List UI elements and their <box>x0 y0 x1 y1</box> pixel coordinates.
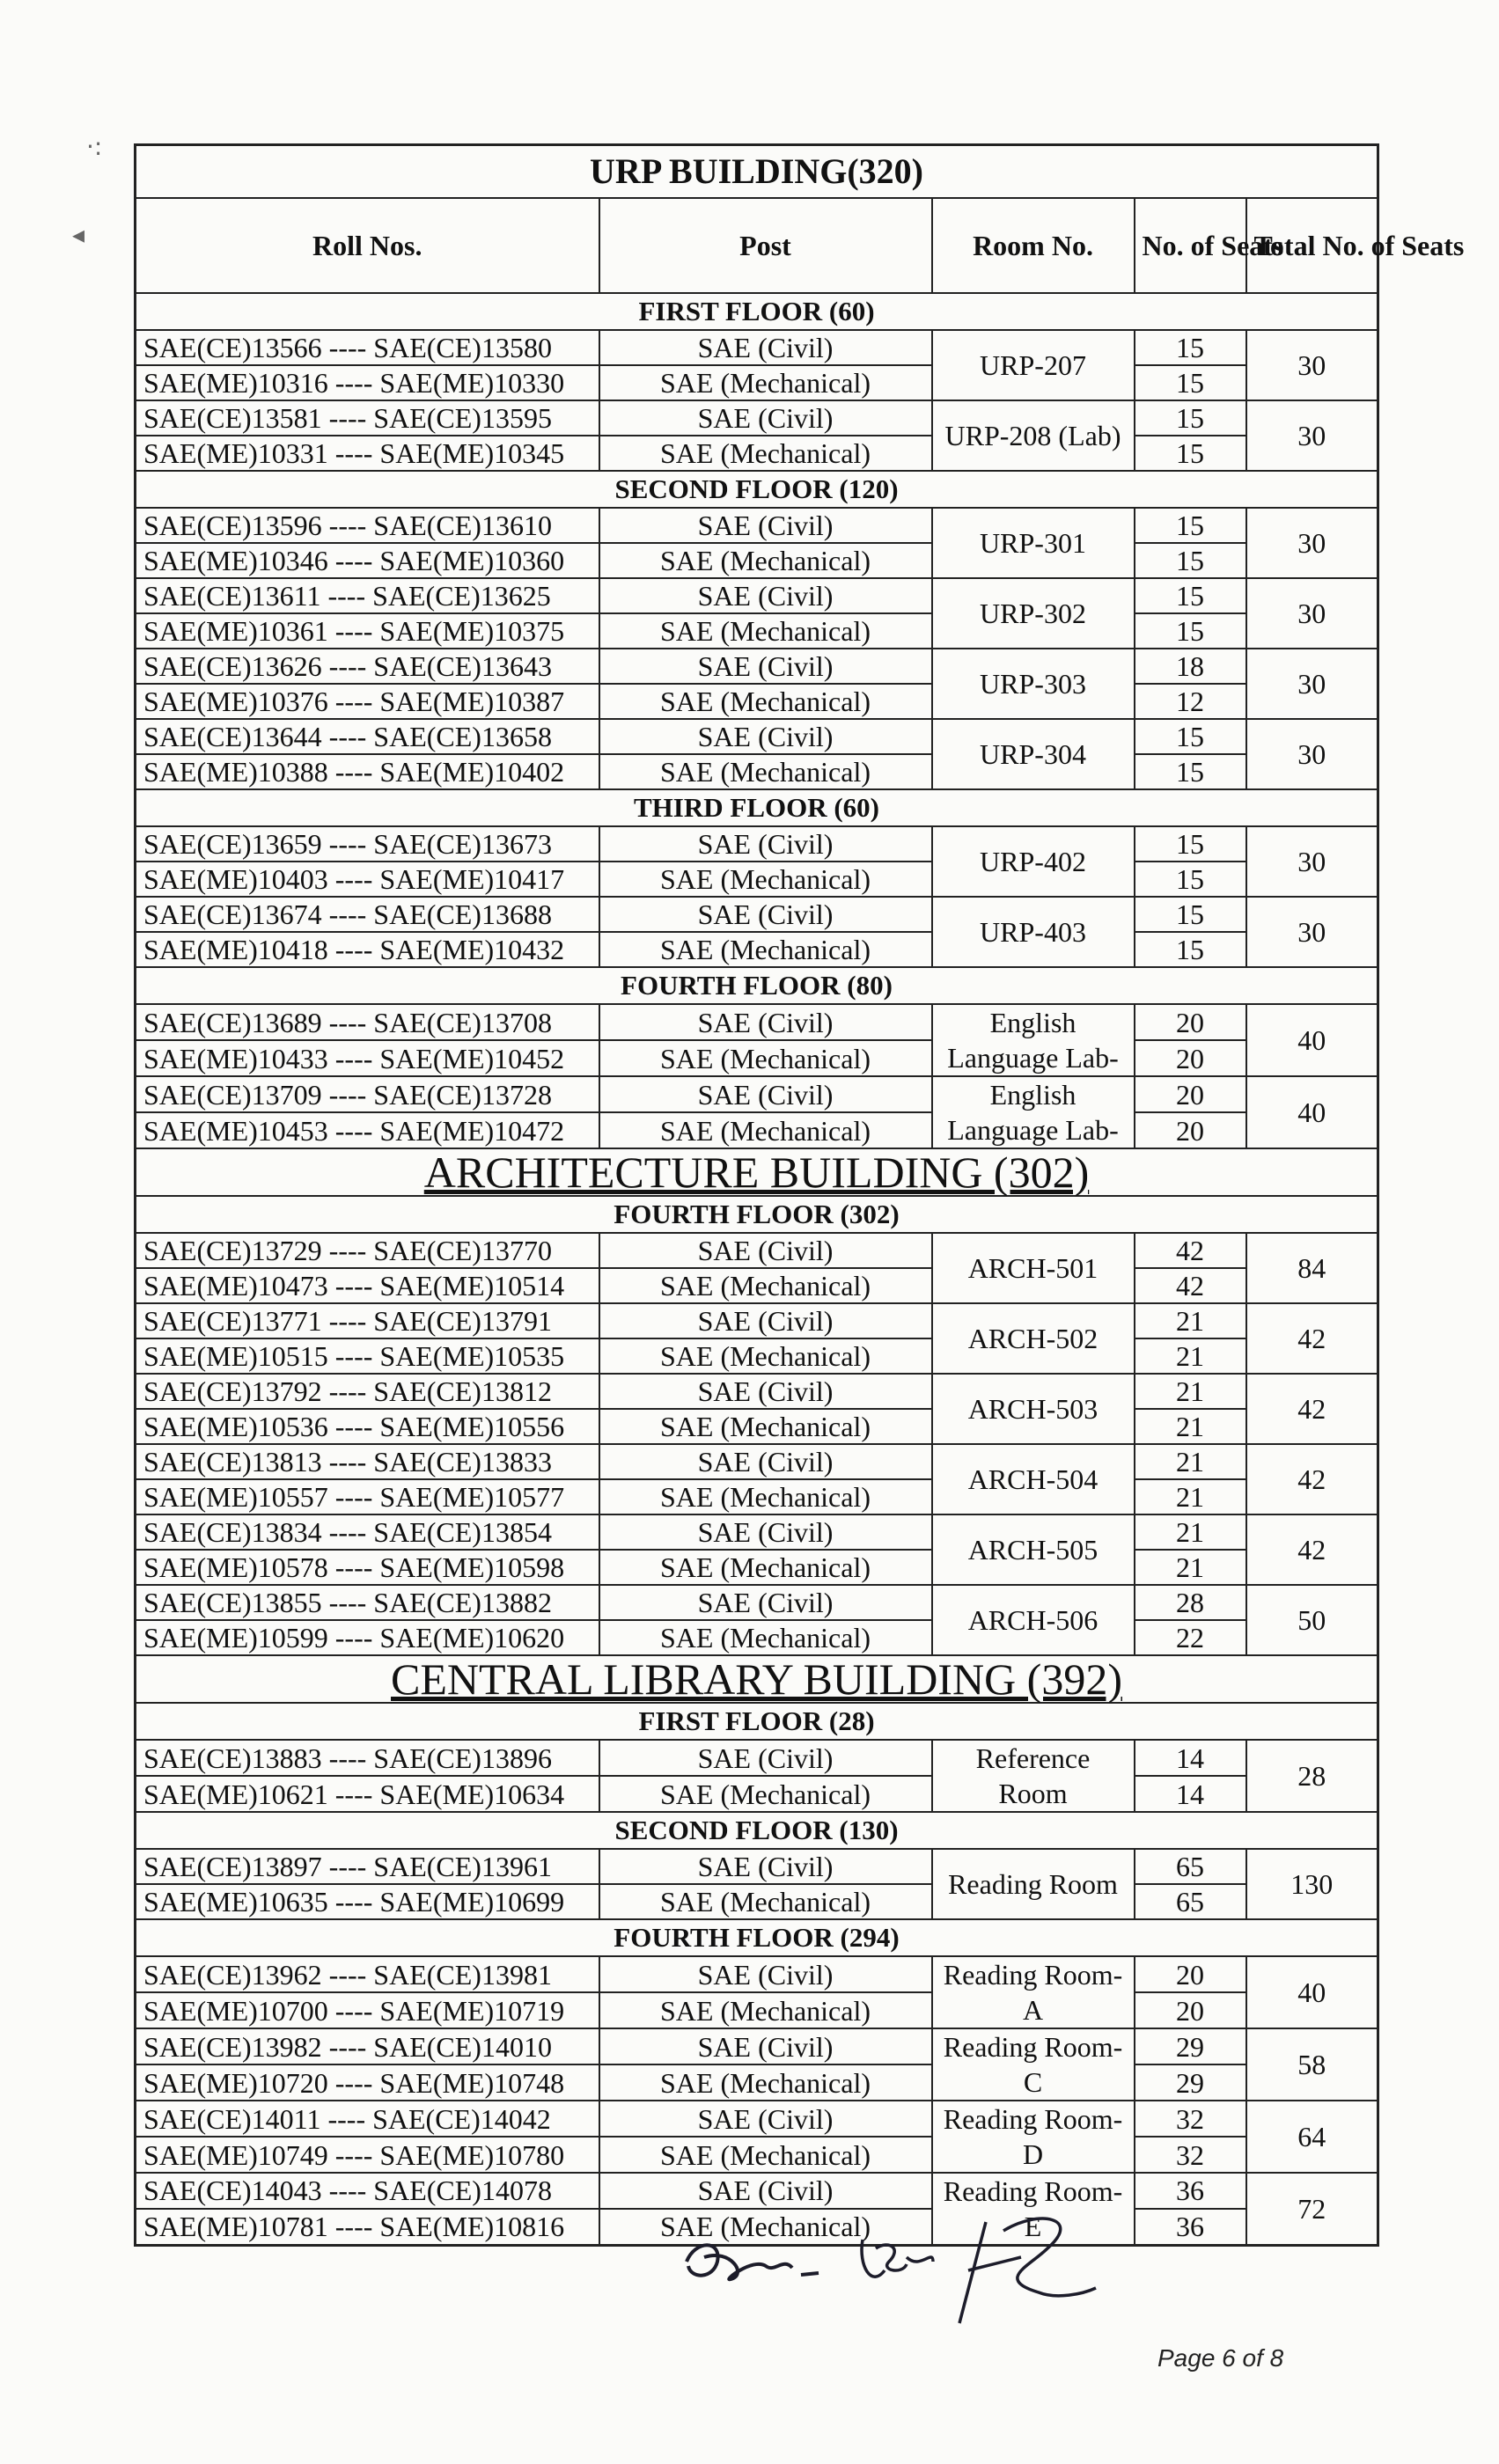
seats-cell: 15 <box>1135 543 1246 578</box>
seats-cell: 42 <box>1135 1233 1246 1268</box>
roll-range-cell: SAE(CE)13596 ---- SAE(CE)13610 <box>136 508 599 543</box>
post-cell: SAE (Civil) <box>599 1004 932 1040</box>
seats-cell: 29 <box>1135 2028 1246 2064</box>
total-seats-cell: 30 <box>1246 826 1378 897</box>
roll-range-cell: SAE(ME)10346 ---- SAE(ME)10360 <box>136 543 599 578</box>
post-cell: SAE (Mechanical) <box>599 543 932 578</box>
table-row <box>136 2137 1378 2173</box>
seats-cell: 29 <box>1135 2064 1246 2101</box>
table-row <box>136 1040 1378 1076</box>
seats-cell: 28 <box>1135 1585 1246 1620</box>
post-cell: SAE (Mechanical) <box>599 862 932 897</box>
seats-cell: 15 <box>1135 578 1246 613</box>
seats-cell: 14 <box>1135 1740 1246 1776</box>
seats-cell: 15 <box>1135 436 1246 471</box>
floor-heading-row <box>136 789 1378 826</box>
post-cell: SAE (Mechanical) <box>599 754 932 789</box>
table-row <box>136 826 1378 862</box>
room-cell: ARCH-502 <box>932 1303 1135 1374</box>
room-cell: ARCH-504 <box>932 1444 1135 1514</box>
total-seats-cell: 58 <box>1246 2028 1378 2101</box>
floor-heading-row <box>136 293 1378 330</box>
seats-cell: 15 <box>1135 400 1246 436</box>
seats-cell: 14 <box>1135 1776 1246 1812</box>
total-seats-cell: 84 <box>1246 1233 1378 1303</box>
roll-range-cell: SAE(ME)10621 ---- SAE(ME)10634 <box>136 1776 599 1812</box>
seats-cell: 21 <box>1135 1338 1246 1374</box>
roll-range-cell: SAE(ME)10403 ---- SAE(ME)10417 <box>136 862 599 897</box>
seats-cell: 21 <box>1135 1374 1246 1409</box>
post-cell: SAE (Mechanical) <box>599 1040 932 1076</box>
total-seats-cell: 30 <box>1246 649 1378 719</box>
post-cell: SAE (Civil) <box>599 400 932 436</box>
table-row <box>136 365 1378 400</box>
post-cell: SAE (Mechanical) <box>599 684 932 719</box>
table-row <box>136 719 1378 754</box>
floor-title: FOURTH FLOOR (302) <box>136 1196 1378 1233</box>
table-row <box>136 1112 1378 1148</box>
signatures <box>669 2196 1127 2328</box>
table-row <box>136 2028 1378 2064</box>
post-cell: SAE (Mechanical) <box>599 365 932 400</box>
seats-cell: 32 <box>1135 2137 1246 2173</box>
room-cell: Reading Room-E <box>932 2173 1135 2246</box>
floor-heading-row <box>136 471 1378 508</box>
floor-title: FOURTH FLOOR (294) <box>136 1919 1378 1956</box>
roll-range-cell: SAE(ME)10515 ---- SAE(ME)10535 <box>136 1338 599 1374</box>
total-seats-cell: 50 <box>1246 1585 1378 1655</box>
table-row <box>136 1620 1378 1655</box>
room-cell: Reading Room <box>932 1849 1135 1919</box>
floor-heading-row <box>136 1196 1378 1233</box>
seat-plan-table <box>134 143 1465 2247</box>
table-row <box>136 1956 1378 1992</box>
roll-range-cell: SAE(CE)13566 ---- SAE(CE)13580 <box>136 330 599 365</box>
post-cell: SAE (Civil) <box>599 2028 932 2064</box>
roll-range-cell: SAE(ME)10536 ---- SAE(ME)10556 <box>136 1409 599 1444</box>
roll-range-cell: SAE(ME)10316 ---- SAE(ME)10330 <box>136 365 599 400</box>
seats-cell: 21 <box>1135 1550 1246 1585</box>
building-heading-row <box>136 145 1378 199</box>
post-cell: SAE (Civil) <box>599 649 932 684</box>
total-seats-cell: 28 <box>1246 1740 1378 1812</box>
seats-cell: 21 <box>1135 1479 1246 1514</box>
seats-header: No. of Seats <box>1135 198 1246 293</box>
total-seats-cell: 64 <box>1246 2101 1378 2173</box>
table-row <box>136 1409 1378 1444</box>
roll-range-cell: SAE(CE)13644 ---- SAE(CE)13658 <box>136 719 599 754</box>
post-cell: SAE (Civil) <box>599 826 932 862</box>
seats-cell: 65 <box>1135 1849 1246 1884</box>
post-cell: SAE (Civil) <box>599 2101 932 2137</box>
table-row <box>136 436 1378 471</box>
roll-range-cell: SAE(ME)10433 ---- SAE(ME)10452 <box>136 1040 599 1076</box>
table-row <box>136 1004 1378 1040</box>
floor-heading-row <box>136 1812 1378 1849</box>
roll-range-cell: SAE(CE)13883 ---- SAE(CE)13896 <box>136 1740 599 1776</box>
scan-dot-mark: ·: <box>86 132 103 161</box>
seats-cell: 20 <box>1135 1076 1246 1112</box>
table-row <box>136 1479 1378 1514</box>
building-title: CENTRAL LIBRARY BUILDING (392) <box>136 1655 1378 1703</box>
roll-range-cell: SAE(CE)13689 ---- SAE(CE)13708 <box>136 1004 599 1040</box>
seats-cell: 15 <box>1135 719 1246 754</box>
roll-range-cell: SAE(ME)10578 ---- SAE(ME)10598 <box>136 1550 599 1585</box>
post-cell: SAE (Mechanical) <box>599 2064 932 2101</box>
post-cell: SAE (Mechanical) <box>599 1112 932 1148</box>
seats-cell: 15 <box>1135 897 1246 932</box>
room-cell: Reading Room-C <box>932 2028 1135 2101</box>
total-seats-cell: 42 <box>1246 1374 1378 1444</box>
roll-range-cell: SAE(CE)13659 ---- SAE(CE)13673 <box>136 826 599 862</box>
post-cell: SAE (Civil) <box>599 897 932 932</box>
table-row <box>136 2064 1378 2101</box>
post-cell: SAE (Civil) <box>599 1956 932 1992</box>
roll-range-cell: SAE(CE)13982 ---- SAE(CE)14010 <box>136 2028 599 2064</box>
roll-range-cell: SAE(CE)13771 ---- SAE(CE)13791 <box>136 1303 599 1338</box>
table-row <box>136 897 1378 932</box>
post-cell: SAE (Mechanical) <box>599 1776 932 1812</box>
post-cell: SAE (Mechanical) <box>599 1479 932 1514</box>
room-cell: ARCH-506 <box>932 1585 1135 1655</box>
table-row <box>136 1268 1378 1303</box>
seats-cell: 21 <box>1135 1409 1246 1444</box>
table-row <box>136 1514 1378 1550</box>
seats-cell: 15 <box>1135 330 1246 365</box>
table-row <box>136 613 1378 649</box>
roll-range-cell: SAE(CE)13709 ---- SAE(CE)13728 <box>136 1076 599 1112</box>
seats-cell: 32 <box>1135 2101 1246 2137</box>
post-cell: SAE (Mechanical) <box>599 1620 932 1655</box>
table-row <box>136 400 1378 436</box>
total-seats-cell: 130 <box>1246 1849 1378 1919</box>
seats-cell: 15 <box>1135 508 1246 543</box>
post-cell: SAE (Civil) <box>599 1233 932 1268</box>
seats-cell: 15 <box>1135 365 1246 400</box>
total-seats-cell: 30 <box>1246 330 1378 400</box>
post-cell: SAE (Civil) <box>599 1076 932 1112</box>
page-number: Page 6 of 8 <box>1157 2344 1284 2372</box>
post-header: Post <box>599 198 932 293</box>
room-cell: ARCH-501 <box>932 1233 1135 1303</box>
room-cell: Reading Room-A <box>932 1956 1135 2028</box>
table-row <box>136 508 1378 543</box>
total-seats-cell: 42 <box>1246 1514 1378 1585</box>
table-row <box>136 543 1378 578</box>
room-cell: ARCH-505 <box>932 1514 1135 1585</box>
table-row <box>136 649 1378 684</box>
floor-title: SECOND FLOOR (120) <box>136 471 1378 508</box>
seats-cell: 20 <box>1135 1992 1246 2028</box>
total-seats-cell: 72 <box>1246 2173 1378 2246</box>
roll-range-cell: SAE(CE)13626 ---- SAE(CE)13643 <box>136 649 599 684</box>
table-row <box>136 932 1378 967</box>
table-row <box>136 1550 1378 1585</box>
table-row <box>136 1076 1378 1112</box>
room-cell: ARCH-503 <box>932 1374 1135 1444</box>
roll-range-cell: SAE(CE)13855 ---- SAE(CE)13882 <box>136 1585 599 1620</box>
post-cell: SAE (Civil) <box>599 719 932 754</box>
table-row <box>136 578 1378 613</box>
table-row <box>136 754 1378 789</box>
room-cell: English Language Lab- <box>932 1004 1135 1076</box>
roll-range-cell: SAE(ME)10781 ---- SAE(ME)10816 <box>136 2209 599 2246</box>
post-cell: SAE (Mechanical) <box>599 1992 932 2028</box>
post-cell: SAE (Civil) <box>599 1374 932 1409</box>
room-cell: URP-303 <box>932 649 1135 719</box>
roll-range-cell: SAE(CE)13611 ---- SAE(CE)13625 <box>136 578 599 613</box>
total-seats-header: Total No. of Seats <box>1246 198 1378 293</box>
table-row <box>136 1992 1378 2028</box>
floor-title: SECOND FLOOR (130) <box>136 1812 1378 1849</box>
table-row <box>136 1849 1378 1884</box>
post-cell: SAE (Mechanical) <box>599 1268 932 1303</box>
room-cell: URP-302 <box>932 578 1135 649</box>
floor-title: FIRST FLOOR (60) <box>136 293 1378 330</box>
roll-range-cell: SAE(CE)13581 ---- SAE(CE)13595 <box>136 400 599 436</box>
post-cell: SAE (Civil) <box>599 1585 932 1620</box>
post-cell: SAE (Mechanical) <box>599 1884 932 1919</box>
roll-range-cell: SAE(ME)10418 ---- SAE(ME)10432 <box>136 932 599 967</box>
post-cell: SAE (Mechanical) <box>599 1338 932 1374</box>
scan-arrow-mark: ◂ <box>72 220 85 249</box>
seats-cell: 15 <box>1135 613 1246 649</box>
post-cell: SAE (Mechanical) <box>599 613 932 649</box>
table-row <box>136 1233 1378 1268</box>
column-header-row <box>136 198 1378 293</box>
post-cell: SAE (Civil) <box>599 2173 932 2209</box>
roll-range-cell: SAE(ME)10557 ---- SAE(ME)10577 <box>136 1479 599 1514</box>
table-row <box>136 1374 1378 1409</box>
seats-cell: 65 <box>1135 1884 1246 1919</box>
post-cell: SAE (Civil) <box>599 1849 932 1884</box>
total-seats-cell: 40 <box>1246 1004 1378 1076</box>
post-cell: SAE (Mechanical) <box>599 932 932 967</box>
total-seats-cell: 42 <box>1246 1444 1378 1514</box>
seats-cell: 36 <box>1135 2173 1246 2209</box>
table-row <box>136 862 1378 897</box>
room-cell: Reading Room-D <box>932 2101 1135 2173</box>
roll-range-cell: SAE(CE)13729 ---- SAE(CE)13770 <box>136 1233 599 1268</box>
roll-range-cell: SAE(CE)13897 ---- SAE(CE)13961 <box>136 1849 599 1884</box>
room-header: Room No. <box>932 198 1135 293</box>
table-row <box>136 1585 1378 1620</box>
room-cell: Reference Room <box>932 1740 1135 1812</box>
table-row <box>136 1776 1378 1812</box>
seats-cell: 21 <box>1135 1444 1246 1479</box>
roll-range-cell: SAE(CE)13834 ---- SAE(CE)13854 <box>136 1514 599 1550</box>
seats-cell: 15 <box>1135 932 1246 967</box>
post-cell: SAE (Civil) <box>599 1444 932 1479</box>
room-cell: URP-402 <box>932 826 1135 897</box>
table-row <box>136 1338 1378 1374</box>
total-seats-cell: 30 <box>1246 897 1378 967</box>
building-title: URP BUILDING(320) <box>136 145 1378 199</box>
roll-range-cell: SAE(ME)10700 ---- SAE(ME)10719 <box>136 1992 599 2028</box>
total-seats-cell: 30 <box>1246 508 1378 578</box>
roll-range-cell: SAE(ME)10599 ---- SAE(ME)10620 <box>136 1620 599 1655</box>
total-seats-cell: 30 <box>1246 578 1378 649</box>
table-row <box>136 1740 1378 1776</box>
table-row <box>136 1444 1378 1479</box>
roll-header: Roll Nos. <box>136 198 599 293</box>
room-cell: English Language Lab- <box>932 1076 1135 1148</box>
table-row <box>136 1303 1378 1338</box>
roll-range-cell: SAE(ME)10331 ---- SAE(ME)10345 <box>136 436 599 471</box>
roll-range-cell: SAE(CE)14043 ---- SAE(CE)14078 <box>136 2173 599 2209</box>
seats-cell: 22 <box>1135 1620 1246 1655</box>
roll-range-cell: SAE(ME)10720 ---- SAE(ME)10748 <box>136 2064 599 2101</box>
room-cell: URP-403 <box>932 897 1135 967</box>
post-cell: SAE (Mechanical) <box>599 1550 932 1585</box>
roll-range-cell: SAE(CE)13962 ---- SAE(CE)13981 <box>136 1956 599 1992</box>
total-seats-cell: 42 <box>1246 1303 1378 1374</box>
seats-cell: 15 <box>1135 826 1246 862</box>
floor-heading-row <box>136 967 1378 1004</box>
roll-range-cell: SAE(CE)13813 ---- SAE(CE)13833 <box>136 1444 599 1479</box>
building-heading-row <box>136 1148 1378 1196</box>
seats-cell: 20 <box>1135 1956 1246 1992</box>
post-cell: SAE (Civil) <box>599 1514 932 1550</box>
roll-range-cell: SAE(ME)10376 ---- SAE(ME)10387 <box>136 684 599 719</box>
total-seats-cell: 40 <box>1246 1076 1378 1148</box>
table-row <box>136 2101 1378 2137</box>
roll-range-cell: SAE(ME)10361 ---- SAE(ME)10375 <box>136 613 599 649</box>
roll-range-cell: SAE(ME)10453 ---- SAE(ME)10472 <box>136 1112 599 1148</box>
room-cell: URP-208 (Lab) <box>932 400 1135 471</box>
post-cell: SAE (Mechanical) <box>599 436 932 471</box>
floor-title: FIRST FLOOR (28) <box>136 1703 1378 1740</box>
post-cell: SAE (Mechanical) <box>599 2209 932 2246</box>
seats-cell: 15 <box>1135 754 1246 789</box>
roll-range-cell: SAE(ME)10473 ---- SAE(ME)10514 <box>136 1268 599 1303</box>
seats-cell: 20 <box>1135 1040 1246 1076</box>
floor-title: FOURTH FLOOR (80) <box>136 967 1378 1004</box>
seats-cell: 20 <box>1135 1004 1246 1040</box>
seats-cell: 21 <box>1135 1303 1246 1338</box>
floor-heading-row <box>136 1919 1378 1956</box>
post-cell: SAE (Civil) <box>599 1740 932 1776</box>
post-cell: SAE (Civil) <box>599 1303 932 1338</box>
room-cell: URP-301 <box>932 508 1135 578</box>
total-seats-cell: 40 <box>1246 1956 1378 2028</box>
roll-range-cell: SAE(CE)14011 ---- SAE(CE)14042 <box>136 2101 599 2137</box>
total-seats-cell: 30 <box>1246 400 1378 471</box>
seats-cell: 18 <box>1135 649 1246 684</box>
roll-range-cell: SAE(ME)10749 ---- SAE(ME)10780 <box>136 2137 599 2173</box>
roll-range-cell: SAE(CE)13674 ---- SAE(CE)13688 <box>136 897 599 932</box>
table-row <box>136 684 1378 719</box>
table-row <box>136 330 1378 365</box>
seats-cell: 36 <box>1135 2209 1246 2246</box>
post-cell: SAE (Mechanical) <box>599 2137 932 2173</box>
total-seats-cell: 30 <box>1246 719 1378 789</box>
building-heading-row <box>136 1655 1378 1703</box>
post-cell: SAE (Civil) <box>599 330 932 365</box>
post-cell: SAE (Civil) <box>599 578 932 613</box>
floor-title: THIRD FLOOR (60) <box>136 789 1378 826</box>
building-title: ARCHITECTURE BUILDING (302) <box>136 1148 1378 1196</box>
seats-cell: 15 <box>1135 862 1246 897</box>
table-row <box>136 1884 1378 1919</box>
roll-range-cell: SAE(CE)13792 ---- SAE(CE)13812 <box>136 1374 599 1409</box>
room-cell: URP-304 <box>932 719 1135 789</box>
roll-range-cell: SAE(ME)10635 ---- SAE(ME)10699 <box>136 1884 599 1919</box>
post-cell: SAE (Mechanical) <box>599 1409 932 1444</box>
seats-cell: 12 <box>1135 684 1246 719</box>
seats-cell: 42 <box>1135 1268 1246 1303</box>
seats-cell: 21 <box>1135 1514 1246 1550</box>
seats-cell: 20 <box>1135 1112 1246 1148</box>
post-cell: SAE (Civil) <box>599 508 932 543</box>
room-cell: URP-207 <box>932 330 1135 400</box>
roll-range-cell: SAE(ME)10388 ---- SAE(ME)10402 <box>136 754 599 789</box>
floor-heading-row <box>136 1703 1378 1740</box>
